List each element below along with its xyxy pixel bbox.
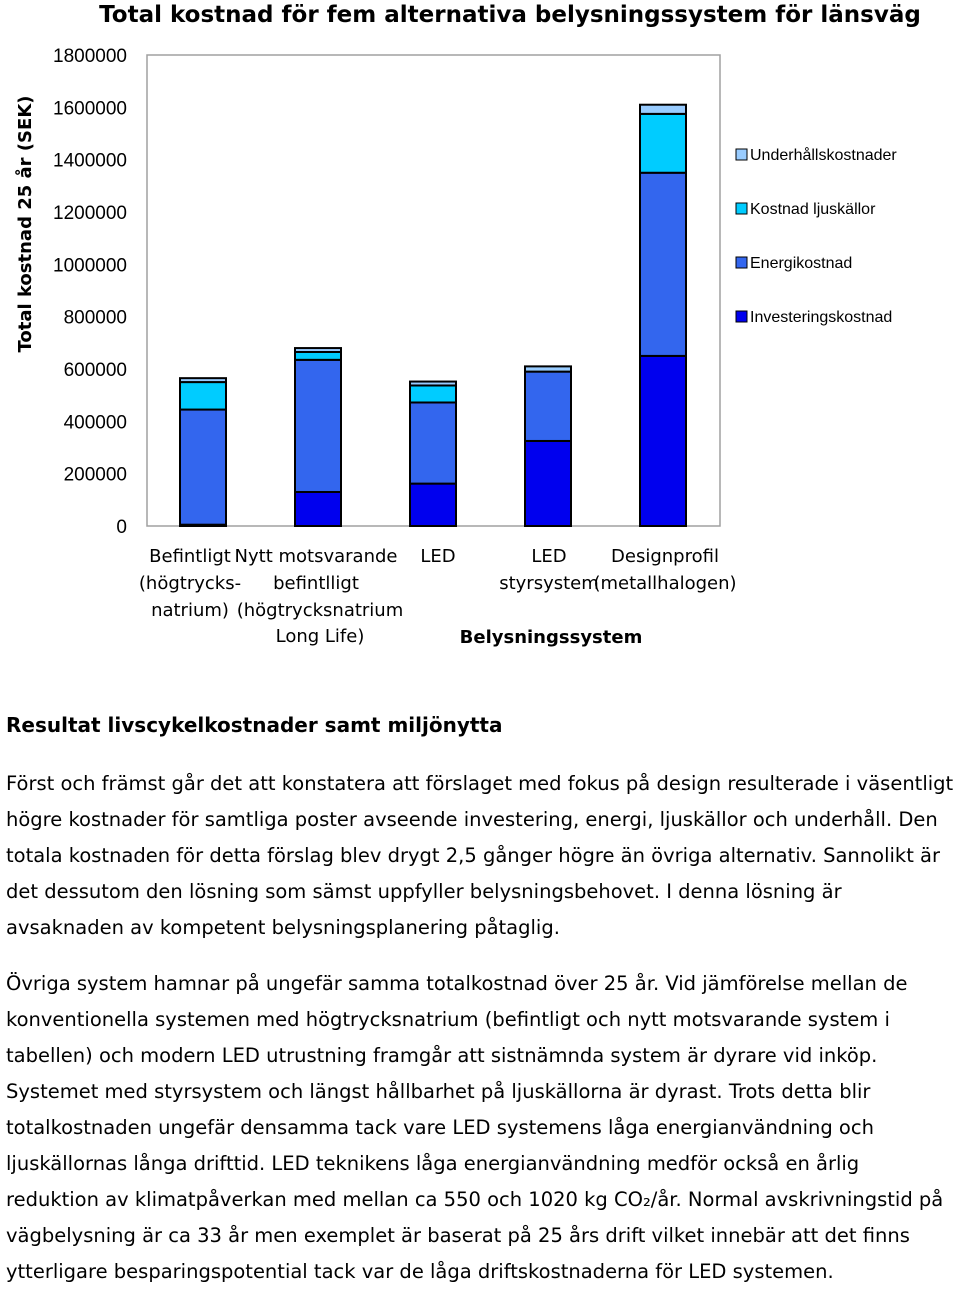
- category-label-5: Designprofil (metallhalogen): [593, 546, 737, 594]
- bar-segment-4-4: [525, 366, 571, 371]
- bar-segment-2-1: [295, 492, 341, 526]
- category-label-2: Nytt motsvarande befintlligt (högtrycksnatrium Long Life): [234, 546, 404, 647]
- bar-segment-5-3: [640, 114, 686, 173]
- chart-title: Total kostnad för fem alternativa belysningssystem för länsväg: [99, 2, 921, 28]
- bars: [180, 105, 686, 526]
- legend-label: Underhållskostnader: [750, 147, 897, 164]
- bar-segment-4-2: [525, 372, 571, 441]
- category-labels: [139, 546, 737, 647]
- bar-segment-5-1: [640, 356, 686, 526]
- bar-segment-1-3: [180, 382, 226, 409]
- bar-segment-2-3: [295, 352, 341, 360]
- y-tick-label: 1000000: [53, 255, 127, 277]
- bar-segment-3-3: [410, 385, 456, 402]
- bar-segment-5-2: [640, 173, 686, 356]
- y-tick-label: 0: [116, 517, 127, 538]
- legend-label: Investeringskostnad: [750, 309, 893, 326]
- legend-swatch: [736, 311, 747, 322]
- legend-label: Energikostnad: [750, 255, 853, 272]
- y-axis-ticks: [53, 46, 127, 538]
- legend-label: Kostnad ljuskällor: [750, 201, 876, 218]
- paragraph-1: Först och främst går det att konstatera att förslaget med fokus på design resulterade i väsentligt högre kostnader för samtliga poster avseende investering, energi, ljuskällor och underhåll. Den totala kostnaden för detta förslag blev drygt 2,5 gånger högre än övriga alternativ. Sannolikt är det dessutom den lösning som sämst uppfyller belysningsbehovet. I denna lösning är avsaknaden av kompetent belysningsplanering påtaglig.: [6, 772, 954, 939]
- x-axis-label: Belysningssystem: [459, 627, 643, 648]
- bar-segment-5-4: [640, 105, 686, 114]
- category-label-3: LED: [420, 546, 456, 567]
- legend: [736, 146, 897, 326]
- y-tick-label: 1200000: [53, 203, 127, 224]
- bar-segment-2-4: [295, 348, 341, 352]
- bar-segment-4-1: [525, 441, 571, 526]
- category-label-1: Befintligt (högtrycks-natrium): [138, 546, 242, 621]
- y-tick-label: 200000: [63, 464, 127, 486]
- legend-swatch: [736, 149, 747, 160]
- y-tick-label: 600000: [63, 360, 127, 381]
- legend-swatch: [736, 257, 747, 268]
- y-tick-label: 1600000: [53, 98, 127, 120]
- bar-segment-1-4: [180, 378, 226, 382]
- category-label-4: LED styrsystem: [499, 546, 599, 594]
- y-tick-label: 400000: [63, 412, 127, 434]
- bar-segment-3-1: [410, 484, 456, 526]
- y-tick-label: 800000: [63, 307, 127, 329]
- legend-swatch: [736, 203, 747, 214]
- paragraph-2: Övriga system hamnar på ungefär samma totalkostnad över 25 år. Vid jämförelse mellan de konventionella systemen med högtrycksnatrium (befintligt och nytt motsvarande system i tabellen) och modern LED utrustning framgår att sistnämnda system är dyrare vid inköp. Systemet med styrsystem och längst hållbarhet på ljuskällorna är dyrast. Trots detta blir totalkostnaden ungefär densamma tack vare LED systemens låga energianvändning och ljuskällornas långa drifttid. LED teknikens låga energianvändning medför också en årlig reduktion av klimatpåverkan med mellan ca 550 och 1020 kg CO₂/år. Normal avskrivningstid på vägbelysning är ca 33 år men exemplet är baserat på 25 års drift vilket innebär att det finns ytterligare besparingspotential tack var de låga driftskostnaderna för LED systemen.: [6, 972, 944, 1283]
- bar-segment-3-2: [410, 402, 456, 483]
- y-tick-label: 1400000: [53, 150, 127, 172]
- y-axis-label: Total kostnad 25 år (SEK): [15, 95, 36, 353]
- bar-segment-3-4: [410, 382, 456, 386]
- section-heading: Resultat livscykelkostnader samt miljönytta: [6, 713, 503, 737]
- bar-segment-2-2: [295, 360, 341, 492]
- bar-segment-1-2: [180, 410, 226, 525]
- y-tick-label: 1800000: [53, 46, 127, 67]
